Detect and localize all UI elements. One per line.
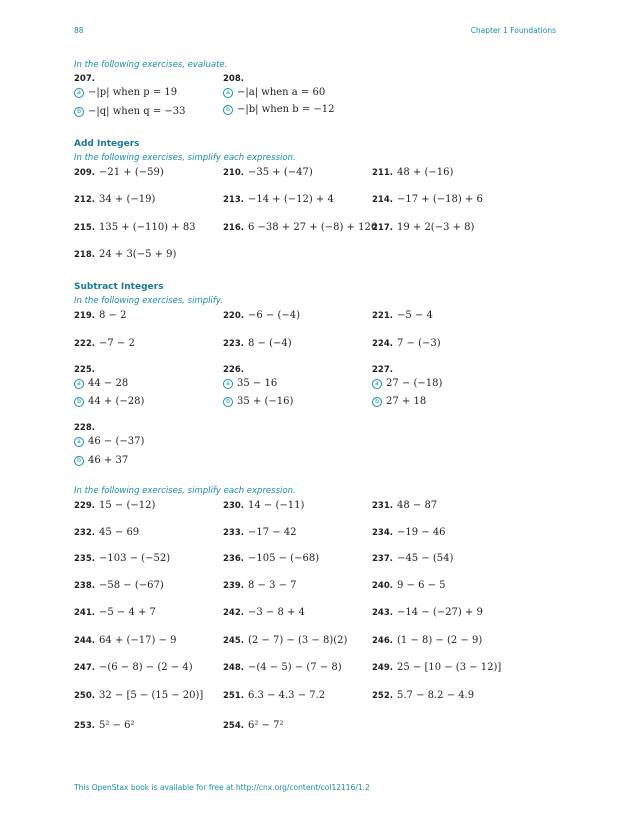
part-a-marker: a bbox=[74, 379, 84, 389]
exercise-expr: −17 − 42 bbox=[247, 527, 297, 538]
exercise bbox=[372, 310, 433, 321]
exercise-number: 239. bbox=[223, 581, 244, 591]
exercise-number: 247. bbox=[74, 663, 95, 673]
exercise-part-a bbox=[223, 378, 277, 389]
section-title-add-integers: Add Integers bbox=[74, 139, 140, 149]
exercise bbox=[74, 720, 134, 731]
exercise-part-a bbox=[74, 378, 128, 389]
exercise bbox=[74, 167, 164, 178]
exercise-expr: −58 − (−67) bbox=[98, 580, 164, 591]
exercise-expr: 8 − (−4) bbox=[247, 338, 292, 349]
part-b-marker: b bbox=[223, 397, 233, 407]
exercise bbox=[74, 690, 203, 701]
exercise-expr: −3 − 8 + 4 bbox=[247, 607, 305, 618]
exercise-number: 216. bbox=[223, 223, 244, 233]
part-b-marker: b bbox=[74, 397, 84, 407]
exercise-expr: 44 − 28 bbox=[88, 378, 129, 389]
exercise bbox=[74, 553, 170, 564]
exercise-number: 237. bbox=[372, 554, 393, 564]
exercise-expr: −19 − 46 bbox=[396, 527, 446, 538]
exercise bbox=[372, 167, 453, 178]
exercise-expr: 46 + 37 bbox=[88, 455, 129, 466]
exercise bbox=[74, 527, 139, 538]
exercise-part-a bbox=[74, 87, 177, 98]
exercise-expr: 7 − (−3) bbox=[396, 338, 441, 349]
exercise-number: 222. bbox=[74, 339, 95, 349]
exercise-number: 211. bbox=[372, 168, 393, 178]
exercise-number: 213. bbox=[223, 195, 244, 205]
exercise-number: 221. bbox=[372, 311, 393, 321]
exercise-expr: 9 − 6 − 5 bbox=[396, 580, 446, 591]
part-a-marker: a bbox=[372, 379, 382, 389]
exercise bbox=[223, 194, 334, 205]
exercise bbox=[223, 662, 342, 673]
exercise-number: 212. bbox=[74, 195, 95, 205]
exercise bbox=[223, 222, 377, 233]
exercise-expr: −|q| when q = −33 bbox=[88, 106, 186, 117]
exercise bbox=[223, 338, 292, 349]
exercise-number: 233. bbox=[223, 528, 244, 538]
part-a-marker: a bbox=[74, 88, 84, 98]
exercise bbox=[223, 500, 304, 511]
exercise-expr: 8 − 3 − 7 bbox=[247, 580, 297, 591]
exercise-number: 227. bbox=[372, 365, 393, 375]
exercise-expr: 48 + (−16) bbox=[396, 167, 454, 178]
exercise-expr: 34 + (−19) bbox=[98, 194, 156, 205]
exercise bbox=[74, 662, 193, 673]
exercise-number: 250. bbox=[74, 691, 95, 701]
exercise-expr: 46 − (−37) bbox=[88, 436, 145, 447]
exercise-expr: (1 − 8) − (2 − 9) bbox=[396, 635, 483, 646]
exercise-expr: −|a| when a = 60 bbox=[237, 87, 326, 98]
exercise-number: 210. bbox=[223, 168, 244, 178]
exercise-number: 230. bbox=[223, 501, 244, 511]
exercise bbox=[74, 607, 156, 618]
part-b-marker: b bbox=[223, 105, 233, 115]
exercise-number: 232. bbox=[74, 528, 95, 538]
exercise bbox=[223, 580, 297, 591]
exercise-expr: 6.3 − 4.3 − 7.2 bbox=[247, 690, 326, 701]
exercise-part-a bbox=[223, 87, 325, 98]
exercise-number: 242. bbox=[223, 608, 244, 618]
exercise-expr: 6² − 7² bbox=[247, 720, 284, 731]
exercise-expr: 8 − 2 bbox=[98, 310, 127, 321]
exercise bbox=[372, 527, 446, 538]
exercise-number: 252. bbox=[372, 691, 393, 701]
exercise bbox=[74, 194, 155, 205]
part-b-marker: b bbox=[372, 397, 382, 407]
chapter-title: Chapter 1 Foundations bbox=[470, 26, 556, 35]
exercise-expr: −14 − (−27) + 9 bbox=[396, 607, 483, 618]
exercise-expr: 27 − (−18) bbox=[386, 378, 443, 389]
exercise-expr: 5² − 6² bbox=[98, 720, 135, 731]
exercise bbox=[74, 222, 196, 233]
exercise bbox=[223, 310, 300, 321]
exercise bbox=[372, 338, 441, 349]
exercise bbox=[74, 338, 135, 349]
exercise-number: 226. bbox=[223, 365, 244, 375]
exercise bbox=[223, 635, 347, 646]
exercise-number: 234. bbox=[372, 528, 393, 538]
exercise-number: 231. bbox=[372, 501, 393, 511]
exercise-number: 207. bbox=[74, 74, 95, 84]
exercise bbox=[74, 635, 176, 646]
exercise bbox=[372, 580, 446, 591]
exercise-expr: 27 + 18 bbox=[386, 396, 427, 407]
exercise-expr: 15 − (−12) bbox=[98, 500, 156, 511]
exercise-expr: 45 − 69 bbox=[98, 527, 140, 538]
exercise-number: 228. bbox=[74, 423, 95, 433]
footer-note: This OpenStax book is available for free at http://cnx.org/content/col12116/1.2 bbox=[74, 783, 370, 792]
exercise-number: 217. bbox=[372, 223, 393, 233]
exercise bbox=[372, 500, 437, 511]
exercise-expr: 35 − 16 bbox=[237, 378, 278, 389]
part-a-marker: a bbox=[223, 379, 233, 389]
exercise-expr: −|p| when p = 19 bbox=[88, 87, 178, 98]
exercise-expr: 5.7 − 8.2 − 4.9 bbox=[396, 690, 475, 701]
exercise-number: 248. bbox=[223, 663, 244, 673]
exercise-part-b bbox=[372, 396, 426, 407]
exercise-number: 241. bbox=[74, 608, 95, 618]
exercise-number: 246. bbox=[372, 636, 393, 646]
exercise-part-b bbox=[223, 104, 334, 115]
instruction-evaluate: In the following exercises, evaluate. bbox=[74, 60, 228, 70]
exercise-expr: −|b| when b = −12 bbox=[237, 104, 335, 115]
exercise-expr: −21 + (−59) bbox=[98, 167, 164, 178]
exercise-part-b bbox=[74, 396, 144, 407]
exercise-number: 245. bbox=[223, 636, 244, 646]
exercise-expr: −(4 − 5) − (7 − 8) bbox=[247, 662, 342, 673]
instruction-subtract: In the following exercises, simplify. bbox=[74, 296, 223, 306]
exercise-expr: −45 − (54) bbox=[396, 553, 454, 564]
exercise-expr: 64 + (−17) − 9 bbox=[98, 635, 177, 646]
exercise-expr: 135 + (−110) + 83 bbox=[98, 222, 196, 233]
exercise-expr: −5 − 4 bbox=[396, 310, 433, 321]
exercise-number: 251. bbox=[223, 691, 244, 701]
exercise-number: 208. bbox=[223, 74, 244, 84]
exercise-part-b bbox=[74, 455, 128, 466]
instruction-simplify: In the following exercises, simplify each expression. bbox=[74, 486, 296, 496]
exercise-number: 209. bbox=[74, 168, 95, 178]
exercise-number: 225. bbox=[74, 365, 95, 375]
section-title-subtract-integers: Subtract Integers bbox=[74, 282, 164, 292]
exercise bbox=[223, 690, 325, 701]
exercise-number: 215. bbox=[74, 223, 95, 233]
exercise-number: 224. bbox=[372, 339, 393, 349]
page-number: 88 bbox=[74, 26, 84, 35]
exercise bbox=[372, 553, 453, 564]
exercise-part-b bbox=[223, 396, 293, 407]
exercise-expr: 48 − 87 bbox=[396, 500, 438, 511]
exercise-number: 244. bbox=[74, 636, 95, 646]
exercise-expr: −5 − 4 + 7 bbox=[98, 607, 156, 618]
exercise-number: 240. bbox=[372, 581, 393, 591]
exercise-number: 235. bbox=[74, 554, 95, 564]
exercise-number: 254. bbox=[223, 721, 244, 731]
exercise bbox=[223, 607, 305, 618]
exercise-number: 214. bbox=[372, 195, 393, 205]
exercise bbox=[74, 310, 126, 321]
exercise-expr: −103 − (−52) bbox=[98, 553, 171, 564]
exercise-expr: −(6 − 8) − (2 − 4) bbox=[98, 662, 193, 673]
exercise-expr: −35 + (−47) bbox=[247, 167, 313, 178]
part-b-marker: b bbox=[74, 456, 84, 466]
exercise bbox=[74, 500, 155, 511]
exercise-expr: 24 + 3(−5 + 9) bbox=[98, 249, 177, 260]
exercise bbox=[372, 635, 482, 646]
exercise-expr: −105 − (−68) bbox=[247, 553, 320, 564]
exercise-expr: 35 + (−16) bbox=[237, 396, 294, 407]
exercise-expr: 19 + 2(−3 + 8) bbox=[396, 222, 475, 233]
exercise bbox=[74, 580, 164, 591]
exercise bbox=[223, 553, 319, 564]
exercise-expr: −14 + (−12) + 4 bbox=[247, 194, 334, 205]
exercise-number: 223. bbox=[223, 339, 244, 349]
exercise-expr: −6 − (−4) bbox=[247, 310, 301, 321]
part-a-marker: a bbox=[223, 88, 233, 98]
exercise-number: 218. bbox=[74, 250, 95, 260]
exercise-part-b bbox=[74, 106, 185, 117]
exercise-number: 238. bbox=[74, 581, 95, 591]
exercise bbox=[372, 607, 483, 618]
exercise-expr: −17 + (−18) + 6 bbox=[396, 194, 483, 205]
exercise bbox=[372, 690, 474, 701]
exercise-number: 219. bbox=[74, 311, 95, 321]
exercise-expr: 44 + (−28) bbox=[88, 396, 145, 407]
exercise bbox=[74, 249, 176, 260]
part-b-marker: b bbox=[74, 107, 84, 117]
exercise-number: 220. bbox=[223, 311, 244, 321]
exercise-expr: −7 − 2 bbox=[98, 338, 135, 349]
exercise-number: 229. bbox=[74, 501, 95, 511]
exercise-part-a bbox=[372, 378, 442, 389]
exercise-expr: 6 −38 + 27 + (−8) + 126 bbox=[247, 222, 378, 233]
exercise-number: 243. bbox=[372, 608, 393, 618]
exercise bbox=[372, 222, 474, 233]
exercise-part-a bbox=[74, 436, 144, 447]
exercise bbox=[223, 720, 283, 731]
instruction-add: In the following exercises, simplify each expression. bbox=[74, 153, 296, 163]
exercise bbox=[223, 527, 297, 538]
part-a-marker: a bbox=[74, 437, 84, 447]
exercise-number: 236. bbox=[223, 554, 244, 564]
exercise bbox=[372, 194, 483, 205]
exercise-expr: (2 − 7) − (3 − 8)(2) bbox=[247, 635, 348, 646]
exercise-expr: 14 − (−11) bbox=[247, 500, 305, 511]
exercise-expr: 25 − [10 − (3 − 12)] bbox=[396, 662, 502, 673]
exercise bbox=[372, 662, 501, 673]
exercise bbox=[223, 167, 313, 178]
exercise-expr: 32 − [5 − (15 − 20)] bbox=[98, 690, 204, 701]
exercise-number: 253. bbox=[74, 721, 95, 731]
exercise-number: 249. bbox=[372, 663, 393, 673]
